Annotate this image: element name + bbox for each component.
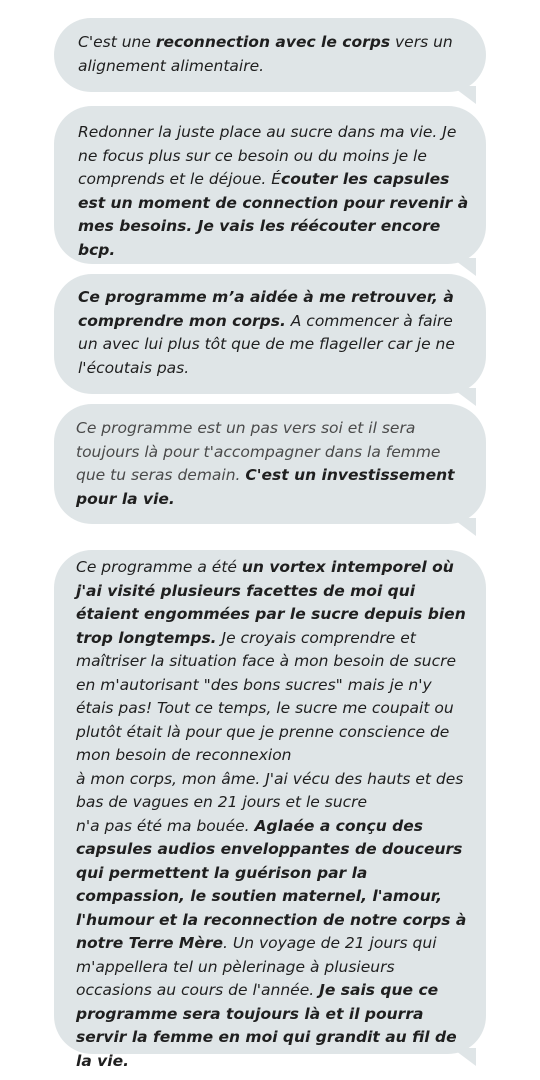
testimonial-text: A commencer à faire un avec lui plus tôt que de me flageller car je ne l'écoutais pas.: [78, 311, 455, 377]
testimonial-text: vers un alignement alimentaire.: [78, 33, 453, 75]
testimonial-emphasis: reconnection avec le corps: [155, 33, 391, 51]
testimonial-bubble-4: [54, 404, 486, 524]
testimonial-text: . Un voyage de 21 jours qui m'appellera tel un pèlerinage à plusieurs occasions au cours de l'année.: [76, 934, 437, 999]
testimonial-text: C'est une: [78, 33, 156, 51]
testimonial-text: n'a pas été ma bouée.: [76, 816, 255, 835]
testimonial-bubble-5: [54, 550, 486, 1070]
testimonial-text: à mon corps, mon âme. J'ai vécu des hauts et des bas de vagues en 21 jours et le sucre: [76, 769, 464, 811]
testimonial-emphasis: Aglaée a conçu des capsules audios enveloppantes de douceurs qui permettent la guérison par la compassion, le soutien maternel, l'amour, l'humour et la reconnection de notre corps à notre Terre Mère: [76, 816, 467, 952]
testimonial-emphasis: couter les capsules est un moment de connection pour revenir à mes besoins. Je vais les réécouter encore bcp.: [78, 170, 469, 259]
testimonial-bubble-2: [54, 106, 486, 264]
testimonial-bubble-3: [54, 274, 486, 394]
testimonial-text: Ce programme a été: [76, 558, 242, 576]
testimonial-emphasis: C'est un investissement pour la vie.: [76, 466, 455, 508]
testimonial-emphasis: un vortex intemporel où j'ai visité plusieurs facettes de moi qui étaient engommées par le sucre depuis bien trop longtemps.: [76, 558, 466, 647]
testimonial-bubble-1: [54, 18, 486, 92]
testimonial-emphasis: Ce programme m’a aidée à me retrouver, à comprendre mon corps.: [78, 288, 454, 330]
testimonial-text: Ce programme est un pas vers soi et il sera toujours là pour t'accompagner dans la femme que tu seras demain.: [76, 419, 441, 484]
testimonial-emphasis: Je sais que ce programme sera toujours là et il pourra servir la femme en moi qui grandit au fil de la vie.: [76, 981, 457, 1070]
testimonial-text: Redonner la juste place au sucre dans ma vie. Je ne focus plus sur ce besoin ou du moins je le comprends et le déjoue. É: [78, 123, 457, 188]
testimonial-text: Je croyais comprendre et maîtriser la situation face à mon besoin de sucre en m'autorisant "des bons sucres" mais je n'y étais pas! Tout ce temps, le sucre me coupait ou plutôt était là pour que je prenne conscience de mon besoin de reconnexion: [76, 628, 457, 764]
